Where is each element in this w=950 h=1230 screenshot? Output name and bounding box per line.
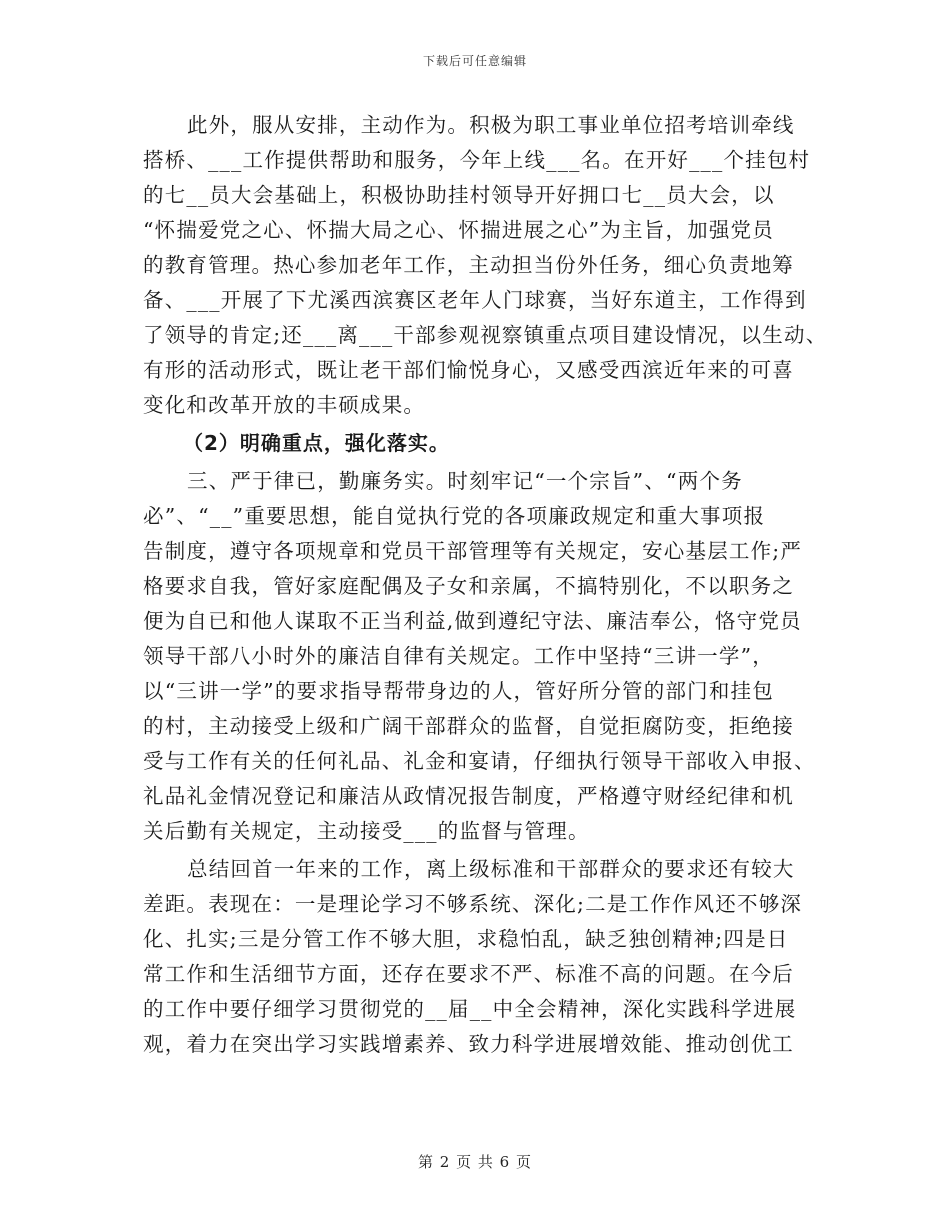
text-line: 总结回首一年来的工作，离上级标准和干部群众的要求还有较大 (187, 857, 795, 881)
paragraph-summary (143, 852, 815, 1062)
page-header: 下载后可任意编辑 (422, 54, 527, 68)
text-line: 变化和改革开放的丰硕成果。 (143, 393, 426, 417)
text-line: 三、严于律已，勤廉务实。时刻牢记“一个宗旨”、“两个务 (187, 469, 743, 493)
text-line: 必”、“__”重要思想，能自觉执行党的各项廉政规定和重大事项报 (143, 504, 766, 528)
text-line: 了领导的肯定;还___离___干部参观视察镇重点项目建设情况，以生动、 (143, 323, 828, 347)
paragraph-discipline (143, 464, 815, 849)
text-line: 搭桥、___工作提供帮助和服务，今年上线___名。在开好___个挂包村 (143, 148, 811, 172)
text-line: 格要求自我，管好家庭配偶及子女和亲属，不搞特别化，不以职务之 (143, 574, 794, 598)
section-heading: （2）明确重点，强化落实。 (183, 431, 450, 455)
text-line: 告制度，遵守各项规章和党员干部管理等有关规定，安心基层工作;严 (143, 539, 803, 563)
text-line: 化、扎实;三是分管工作不够大胆，求稳怕乱，缺乏独创精神;四是日 (143, 927, 789, 951)
text-line: “怀揣爱党之心、怀揣大局之心、怀揣进展之心”为主旨，加强党员 (143, 218, 774, 242)
text-line: 礼品礼金情况登记和廉洁从政情况报告制度，严格遵守财经纪律和机 (143, 784, 794, 808)
text-line: 领导干部八小时外的廉洁自律有关规定。工作中坚持“三讲一学”， (143, 644, 774, 668)
text-line: 便为自已和他人谋取不正当利益,做到遵纪守法、廉洁奉公，恪守党员 (143, 609, 802, 633)
text-line: 以“三讲一学”的要求指导帮带身边的人，管好所分管的部门和挂包 (143, 679, 774, 703)
text-line: 受与工作有关的任何礼品、礼金和宴请，仔细执行领导干部收入申报、 (143, 749, 816, 773)
text-line: 差距。表现在：一是理论学习不够系统、深化;二是工作作风还不够深 (143, 892, 803, 916)
text-line: 的村，主动接受上级和广阔干部群众的监督，自觉拒腐防变，拒绝接 (143, 714, 794, 738)
text-line: 此外，服从安排，主动作为。积极为职工事业单位招考培训牵线 (187, 113, 795, 137)
text-line: 的教育管理。热心参加老年工作，主动担当份外任务，细心负责地筹 (143, 253, 794, 277)
document-body (143, 108, 828, 1062)
text-line: 观，着力在突出学习实践增素养、致力科学进展增效能、推动创优工 (143, 1032, 794, 1056)
text-line: 有形的活动形式，既让老干部们愉悦身心，又感受西滨近年来的可喜 (143, 358, 794, 382)
text-line: 备、___开展了下尤溪西滨赛区老年人门球赛，当好东道主，工作得到 (143, 288, 807, 312)
text-line: 常工作和生活细节方面，还存在要求不严、标准不高的问题。在今后 (143, 962, 794, 986)
text-line: 的七__员大会基础上，积极协助挂村领导开好拥口七__员大会，以 (143, 183, 775, 207)
text-line: 关后勤有关规定，主动接受___的监督与管理。 (143, 819, 590, 843)
paragraph-service (143, 108, 828, 423)
page-footer: 第 2 页 共 6 页 (418, 1153, 532, 1171)
text-line: 的工作中要仔细学习贯彻党的__届__中全会精神，深化实践科学进展 (143, 997, 797, 1021)
